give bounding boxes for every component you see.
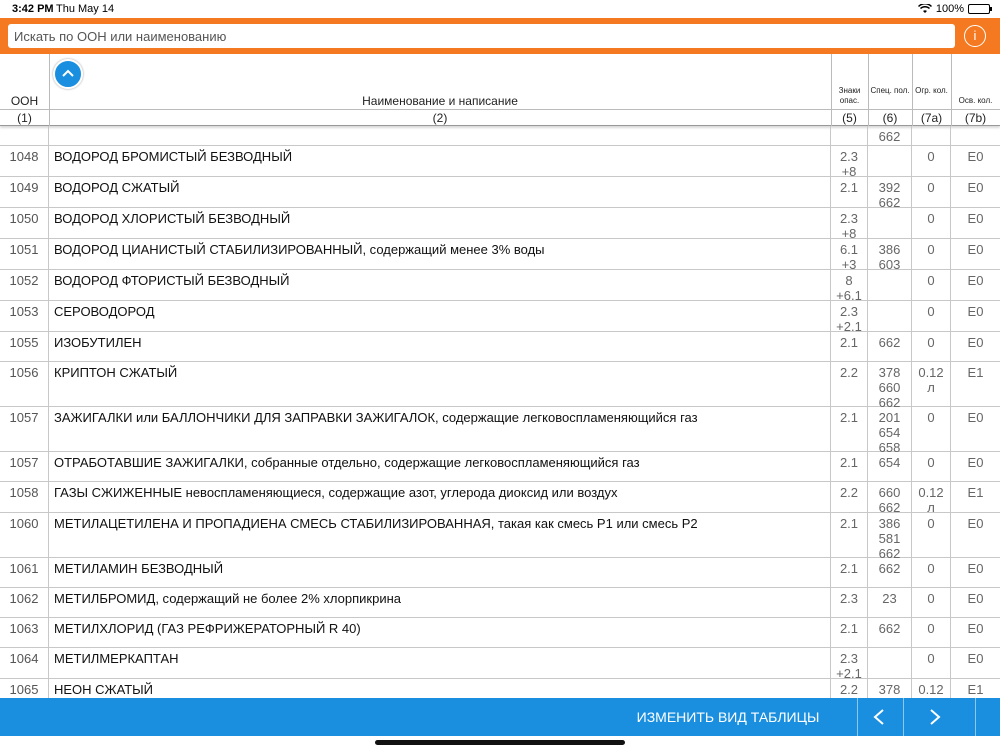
hazard-labels <box>831 407 868 451</box>
limited-quantity <box>912 482 951 515</box>
limited-quantity-line: 0 <box>927 561 935 576</box>
substance-name: МЕТИЛБРОМИД, содержащий не более 2% хлорпикрина <box>49 588 831 617</box>
hazard-labels-line: 2.2 <box>839 365 859 380</box>
special-provisions <box>868 270 912 300</box>
table-row[interactable] <box>0 407 1000 455</box>
search-input[interactable] <box>8 24 955 48</box>
special-provisions <box>868 177 912 210</box>
table-row[interactable] <box>0 558 1000 588</box>
limited-quantity-line: 0 <box>927 516 935 531</box>
hazard-labels-line: 2.2 <box>839 682 859 697</box>
substance-name: ГАЗЫ СЖИЖЕННЫЕ невоспламеняющиеся, содержащие азот, углерода диоксид или воздух <box>49 482 831 512</box>
limited-quantity-line: 0 <box>927 149 935 164</box>
excepted-quantity: E0 <box>967 455 984 470</box>
special-provisions-line: 386 <box>878 242 901 257</box>
table-row[interactable] <box>0 177 1000 208</box>
scroll-up-button[interactable] <box>53 59 83 89</box>
excepted-quantity: E0 <box>967 591 984 606</box>
table-row[interactable] <box>0 270 1000 301</box>
excepted-quantity: E0 <box>967 149 984 164</box>
special-provisions <box>868 208 912 238</box>
special-provisions-line: 392 <box>878 180 901 195</box>
hazard-labels-line: 2.3 <box>839 591 859 606</box>
hazard-labels <box>831 452 868 481</box>
substance-name: ВОДОРОД СЖАТЫЙ <box>49 177 831 207</box>
info-button[interactable]: i <box>964 25 986 47</box>
table-row[interactable] <box>0 513 1000 561</box>
table-row[interactable] <box>0 146 1000 177</box>
limited-quantity <box>912 270 951 300</box>
substance-name: КРИПТОН СЖАТЫЙ <box>49 362 831 406</box>
col-special-num: (6) <box>882 111 898 125</box>
special-provisions <box>868 301 912 331</box>
table-row-partial[interactable] <box>0 126 1000 146</box>
hazard-labels-line: +8 <box>841 164 857 179</box>
limited-quantity-line: 0.12 <box>918 485 944 500</box>
special-provisions <box>868 362 912 410</box>
special-provisions-line: 660 <box>878 380 901 395</box>
hazard-labels-line: 2.1 <box>839 455 859 470</box>
hazard-labels <box>831 270 868 303</box>
battery-icon <box>968 4 990 14</box>
special-provisions-line: 658 <box>878 440 901 455</box>
substance-name: МЕТИЛАЦЕТИЛЕНА И ПРОПАДИЕНА СМЕСЬ СТАБИЛИЗИРОВАННАЯ, такая как смесь P1 или смесь P2 <box>49 513 831 557</box>
special-provisions-line: 660 <box>878 485 901 500</box>
bottom-toolbar <box>0 698 1000 736</box>
limited-quantity-line: 0.12 <box>918 365 944 380</box>
excepted-quantity: E0 <box>967 180 984 195</box>
excepted-quantity: E0 <box>967 516 984 531</box>
un-number: 1049 <box>0 177 49 207</box>
special-provisions <box>868 332 912 361</box>
excepted-quantity: E0 <box>967 561 984 576</box>
special-provisions <box>868 146 912 176</box>
battery-percent: 100% <box>935 3 964 15</box>
limited-quantity-line: 0 <box>927 651 935 666</box>
un-number: 1052 <box>0 270 49 300</box>
special-provisions-line: 662 <box>878 395 901 410</box>
un-number: 1061 <box>0 558 49 587</box>
hazard-labels-line: 2.1 <box>839 516 859 531</box>
home-indicator <box>375 740 625 745</box>
excepted-quantity: E0 <box>967 335 984 350</box>
table-row[interactable] <box>0 679 1000 698</box>
limited-quantity <box>912 679 951 698</box>
un-number: 1055 <box>0 332 49 361</box>
special-provisions <box>868 482 912 515</box>
un-number: 1064 <box>0 648 49 678</box>
un-number: 1060 <box>0 513 49 557</box>
hazard-labels <box>831 588 868 617</box>
excepted-quantity: E0 <box>967 273 984 288</box>
special-provisions-line: 581 <box>878 531 901 546</box>
substance-name: ОТРАБОТАВШИЕ ЗАЖИГАЛКИ, собранные отдельно, содержащие легковоспламеняющийся газ <box>49 452 831 481</box>
limited-quantity-line: 0 <box>927 304 935 319</box>
special-provisions-line: 386 <box>878 516 901 531</box>
un-number: 1056 <box>0 362 49 406</box>
table-row[interactable] <box>0 482 1000 513</box>
limited-quantity <box>912 588 951 617</box>
table-row[interactable] <box>0 332 1000 362</box>
special-provisions <box>868 588 912 617</box>
un-number: 1048 <box>0 146 49 176</box>
un-number: 1057 <box>0 452 49 481</box>
excepted-quantity: E1 <box>967 682 984 697</box>
limited-quantity <box>912 513 951 557</box>
limited-quantity <box>912 239 951 269</box>
un-number: 1062 <box>0 588 49 617</box>
excepted-quantity: E0 <box>967 304 984 319</box>
hazard-labels <box>831 177 868 207</box>
special-provisions-line: 662 <box>878 561 901 576</box>
un-number: 1065 <box>0 679 49 698</box>
col-un-label[interactable]: ООН <box>10 94 39 108</box>
hazard-labels-line: +8 <box>841 226 857 241</box>
limited-quantity <box>912 301 951 331</box>
special-provisions-line: 662 <box>878 546 901 561</box>
table-row[interactable] <box>0 452 1000 482</box>
table-row[interactable] <box>0 648 1000 679</box>
hazard-labels <box>831 146 868 179</box>
hazard-labels <box>831 239 868 272</box>
substance-name: МЕТИЛАМИН БЕЗВОДНЫЙ <box>49 558 831 587</box>
special-provisions-line: 662 <box>878 195 901 210</box>
col-hazard-num: (5) <box>842 111 857 125</box>
hazard-labels <box>831 362 868 406</box>
limited-quantity <box>912 407 951 451</box>
special-provisions <box>868 618 912 647</box>
un-number: 1057 <box>0 407 49 451</box>
substance-name: НЕОН СЖАТЫЙ <box>49 679 831 698</box>
limited-quantity <box>912 177 951 207</box>
previous-button[interactable] <box>857 698 903 736</box>
col-name-num: (2) <box>432 111 448 125</box>
hazard-labels <box>831 482 868 512</box>
limited-quantity-line: 0 <box>927 455 935 470</box>
chevron-up-icon <box>62 69 74 77</box>
special-provisions <box>868 648 912 678</box>
col-name-label[interactable]: Наименование и написание <box>362 94 518 108</box>
col-special-label[interactable]: Спец. пол. <box>870 86 910 95</box>
col-limited-num: (7a) <box>920 111 943 125</box>
status-bar <box>0 0 1000 18</box>
limited-quantity-line: л <box>927 500 935 515</box>
limited-quantity <box>912 558 951 587</box>
excepted-quantity: E0 <box>967 621 984 636</box>
hazard-labels-line: 2.3 <box>839 211 859 226</box>
hazard-labels <box>831 648 868 681</box>
substance-name: ВОДОРОД БРОМИСТЫЙ БЕЗВОДНЫЙ <box>49 146 831 176</box>
hazard-labels <box>831 332 868 361</box>
hazard-labels-line: 2.1 <box>839 621 859 636</box>
limited-quantity <box>912 146 951 176</box>
chevron-right-icon <box>928 708 942 726</box>
limited-quantity-line: 0 <box>927 591 935 606</box>
col-limited-label[interactable]: Огр. кол. <box>915 86 948 95</box>
limited-quantity <box>912 648 951 678</box>
special-provisions: 662 <box>868 126 912 145</box>
limited-quantity-line: 0 <box>927 273 935 288</box>
excepted-quantity: E0 <box>967 651 984 666</box>
wifi-icon <box>918 4 932 14</box>
status-right <box>918 3 990 15</box>
table-row[interactable] <box>0 588 1000 618</box>
next-button[interactable] <box>913 698 959 736</box>
un-number: 1063 <box>0 618 49 647</box>
excepted-quantity: E1 <box>967 365 984 380</box>
special-provisions-line: 378 <box>878 682 901 697</box>
special-provisions-line: 603 <box>878 257 901 272</box>
hazard-labels-line: +6.1 <box>836 288 862 303</box>
special-provisions-line: 662 <box>878 335 901 350</box>
excepted-quantity: E0 <box>967 211 984 226</box>
chevron-left-icon <box>872 708 886 726</box>
hazard-labels <box>831 618 868 647</box>
limited-quantity-line: 0 <box>927 180 935 195</box>
status-time: 3:42 PM <box>12 3 54 15</box>
special-provisions <box>868 239 912 272</box>
table-body[interactable] <box>0 126 1000 698</box>
hazard-labels <box>831 679 868 698</box>
limited-quantity <box>912 618 951 647</box>
hazard-labels <box>831 301 868 334</box>
hazard-labels-line: +3 <box>841 257 857 272</box>
special-provisions <box>868 558 912 587</box>
table-row[interactable] <box>0 362 1000 410</box>
special-provisions-line: 654 <box>878 455 901 470</box>
excepted-quantity: E0 <box>967 242 984 257</box>
limited-quantity-line: 0 <box>927 410 935 425</box>
limited-quantity-line: 0 <box>927 211 935 226</box>
hazard-labels-line: 2.2 <box>839 485 859 500</box>
limited-quantity-line: 0.12 <box>918 682 944 697</box>
table-row[interactable] <box>0 239 1000 270</box>
col-excepted-num: (7b) <box>964 111 987 125</box>
col-hazard-label[interactable]: Знаки опас. <box>838 86 861 105</box>
special-provisions <box>868 407 912 455</box>
table-row[interactable] <box>0 301 1000 332</box>
special-provisions-line: 654 <box>878 425 901 440</box>
hazard-labels-line: 2.1 <box>839 335 859 350</box>
special-provisions-line: 378 <box>878 365 901 380</box>
substance-name: ЗАЖИГАЛКИ или БАЛЛОНЧИКИ ДЛЯ ЗАПРАВКИ ЗАЖИГАЛОК, содержащие легковоспламеняющийся газ <box>49 407 831 451</box>
hazard-labels-line: 2.3 <box>839 149 859 164</box>
limited-quantity <box>912 452 951 481</box>
un-number: 1051 <box>0 239 49 269</box>
hazard-labels-line: +2.1 <box>836 666 862 681</box>
hazard-labels-line: 8 <box>845 273 853 288</box>
limited-quantity-line: 0 <box>927 621 935 636</box>
hazard-labels <box>831 513 868 557</box>
special-provisions-line: 201 <box>878 410 901 425</box>
table-row[interactable] <box>0 618 1000 648</box>
special-provisions <box>868 679 912 698</box>
hazard-labels <box>831 558 868 587</box>
hazard-labels-line: 2.1 <box>839 410 859 425</box>
hazard-labels-line: +2.1 <box>836 319 862 334</box>
special-provisions <box>868 452 912 481</box>
col-excepted-label[interactable]: Осв. кол. <box>958 96 993 105</box>
limited-quantity-line: 0 <box>927 335 935 350</box>
un-number: 1053 <box>0 301 49 331</box>
hazard-labels-line: 2.3 <box>839 651 859 666</box>
un-number: 1050 <box>0 208 49 238</box>
limited-quantity <box>912 208 951 238</box>
substance-name: ИЗОБУТИЛЕН <box>49 332 831 361</box>
limited-quantity <box>912 332 951 361</box>
hazard-labels-line: 2.1 <box>839 561 859 576</box>
col-un-num: (1) <box>17 111 32 125</box>
excepted-quantity: E0 <box>967 410 984 425</box>
substance-name: МЕТИЛХЛОРИД (ГАЗ РЕФРИЖЕРАТОРНЫЙ R 40) <box>49 618 831 647</box>
search-bar <box>0 18 1000 54</box>
special-provisions-line: 23 <box>882 591 897 606</box>
excepted-quantity: E1 <box>967 485 984 500</box>
substance-name: ВОДОРОД ЦИАНИСТЫЙ СТАБИЛИЗИРОВАННЫЙ, содержащий менее 3% воды <box>49 239 831 269</box>
un-number: 1058 <box>0 482 49 512</box>
substance-name: СЕРОВОДОРОД <box>49 301 831 331</box>
substance-name: МЕТИЛМЕРКАПТАН <box>49 648 831 678</box>
hazard-labels-line: 2.3 <box>839 304 859 319</box>
special-provisions-line: 662 <box>878 500 901 515</box>
hazard-labels <box>831 208 868 241</box>
table-row[interactable] <box>0 208 1000 239</box>
limited-quantity-line: 0 <box>927 242 935 257</box>
hazard-labels-line: 6.1 <box>839 242 859 257</box>
limited-quantity <box>912 362 951 406</box>
status-date: Thu May 14 <box>56 3 115 15</box>
special-provisions-line: 662 <box>878 621 901 636</box>
hazard-labels-line: 2.1 <box>839 180 859 195</box>
limited-quantity-line: л <box>927 380 935 395</box>
special-provisions <box>868 513 912 561</box>
substance-name: ВОДОРОД ФТОРИСТЫЙ БЕЗВОДНЫЙ <box>49 270 831 300</box>
substance-name: ВОДОРОД ХЛОРИСТЫЙ БЕЗВОДНЫЙ <box>49 208 831 238</box>
change-table-view-button[interactable]: ИЗМЕНИТЬ ВИД ТАБЛИЦЫ <box>636 709 820 725</box>
